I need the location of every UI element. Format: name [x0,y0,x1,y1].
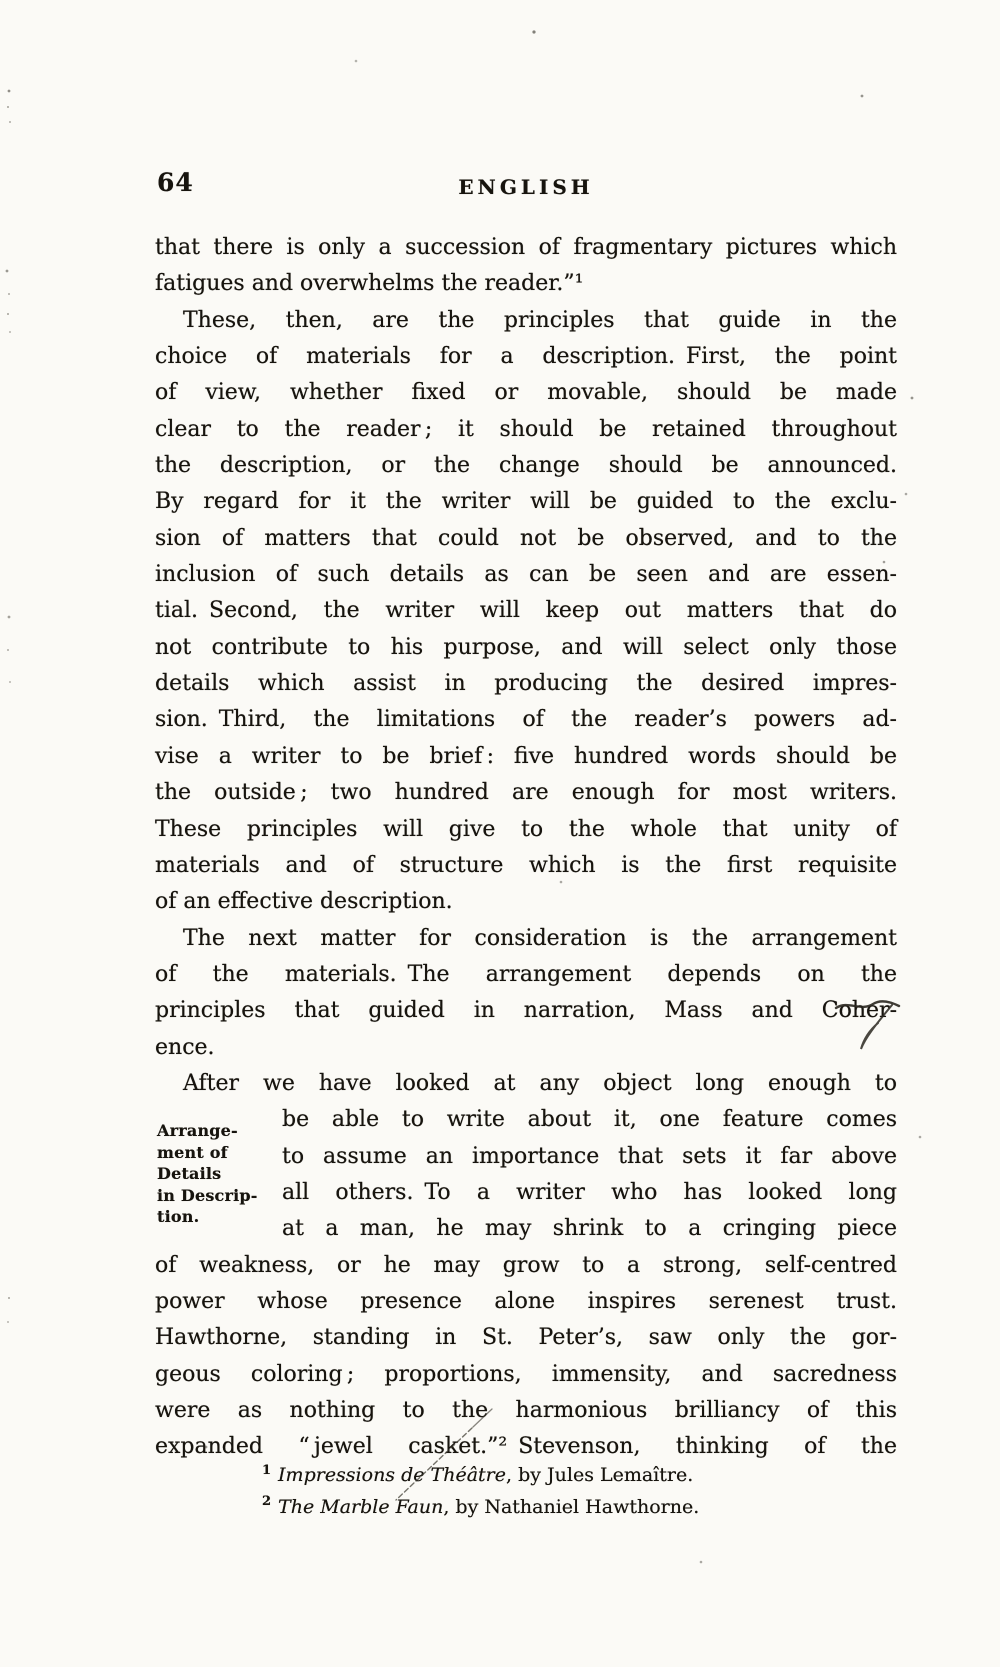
running-head-title: ENGLISH [458,175,594,199]
text-line: the outside ; two hundred are enough for most writers. [155,780,897,806]
paragraph [155,230,897,303]
text-line: inclusion of such details as can be seen and are essen- [155,562,897,588]
footnote-text: , by Nathaniel Hawthorne. [443,1495,700,1518]
sidenote-line: tion. [157,1207,200,1227]
text-line: of an effective description. [155,889,453,915]
footnote-marker: 1 [262,1462,272,1478]
text-line: at a man, he may shrink to a cringing piece [282,1216,897,1242]
text-line: These principles will give to the whole that unity of [155,816,897,842]
text-line: principles that guided in narration, Mass and Coher- [155,998,897,1024]
text-line: of the materials. The arrangement depends on the [155,961,897,987]
footnote-item [262,1492,822,1524]
text-line: power whose presence alone inspires serenest trust. [155,1288,897,1314]
text-line: The next matter for consideration is the arrangement [183,925,897,951]
text-line: tial. Second, the writer will keep out matters that do [155,598,897,624]
footnotes [262,1460,822,1523]
sidenote-line: ment of [157,1142,228,1162]
text-line: ence. [155,1034,215,1060]
text-line: vise a writer to be brief : five hundred words should be [155,743,897,769]
sidenote [157,1120,279,1228]
sidenote-line: Details [157,1164,222,1184]
text-line: not contribute to his purpose, and will select only those [155,634,897,660]
text-line: These, then, are the principles that guide in the [183,307,897,333]
text-line: all others. To a writer who has looked long [282,1179,897,1205]
text-line: After we have looked at any object long enough to [183,1070,897,1096]
text-line: expanded “ jewel casket.”² Stevenson, thinking of the [155,1434,897,1460]
text-line: choice of materials for a description. First, the point [155,344,897,370]
body-text [155,230,897,1466]
paragraph [155,921,897,1066]
sidenote-line: in Descrip- [157,1185,258,1205]
text-line: sion of matters that could not be observed, and to the [155,525,897,551]
text-line: fatigues and overwhelms the reader.”¹ [155,271,584,297]
footnote-item [262,1460,822,1492]
text-line: were as nothing to the harmonious brilliancy of this [155,1398,897,1423]
text-line: the description, or the change should be announced. [155,453,897,479]
text-line: that there is only a succession of fragmentary pictures which [155,235,897,260]
paragraph [155,303,897,921]
text-line: materials and of structure which is the first requisite [155,852,897,878]
text-line: details which assist in producing the desired impres- [155,671,897,697]
footnote-marker: 2 [262,1494,272,1510]
running-header [155,168,897,210]
text-line: be able to write about it, one feature comes [282,1107,897,1133]
scan-specks [0,0,2,2]
text-line: clear to the reader ; it should be retained throughout [155,416,897,442]
footnote-title: Impressions de Théâtre [278,1464,506,1486]
text-line: By regard for it the writer will be guided to the exclu- [155,489,897,515]
footnote-title: The Marble Faun [278,1495,444,1518]
text-line: Hawthorne, standing in St. Peter’s, saw only the gor- [155,1325,897,1351]
text-line: geous coloring ; proportions, immensity, and sacredness [155,1361,897,1387]
text-line: of weakness, or he may grow to a strong, self-centred [155,1252,897,1278]
text-line: sion. Third, the limitations of the reader’s powers ad- [155,707,897,733]
text-line: to assume an importance that sets it far above [282,1143,897,1169]
text-line: of view, whether fixed or movable, should be made [155,380,897,406]
sidenote-line: Arrange- [157,1121,238,1140]
page-number: 64 [157,168,194,197]
footnote-text: , by Jules Lemaître. [506,1464,694,1486]
